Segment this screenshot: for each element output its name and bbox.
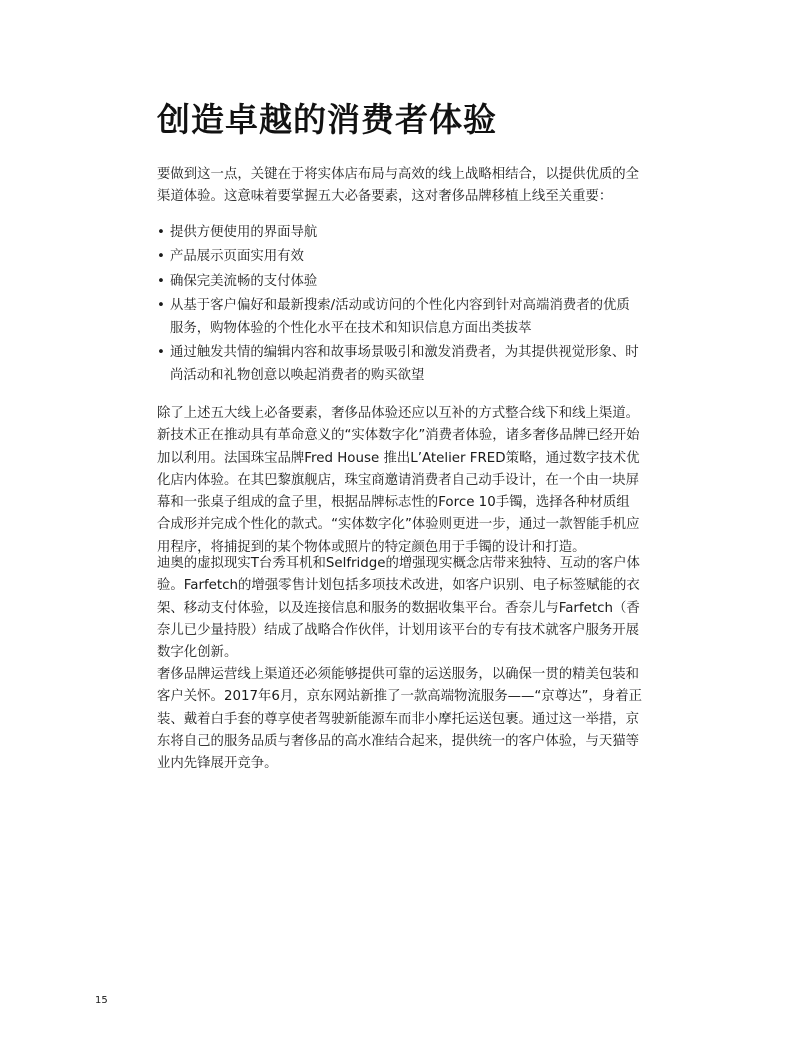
page-number: 15 [95,995,108,1006]
list-item [157,295,642,340]
page-title: 创造卓越的消费者体验 [157,100,497,139]
retail-tech-paragraph: 迪奥的虚拟现实T台秀耳机和Selfridge的增强现实概念店带来独特、互动的客户体验。Farfetch的增强零售计划包括多项技术改进，如客户识别、电子标签赋能的衣架、移动支付体验，以及连接信息和服务的数据收集平台。香奈儿与Farfetch（香奈儿已少量持股）结成了战略合作伙伴，计划用该平台的专有技术就客户服务开展数字化创新。 [157,556,640,661]
requirements-list [157,222,642,389]
list-item-text: 通过触发共情的编辑内容和故事场景吸引和激发消费者，为其提供视觉形象、时尚活动和礼物创意以唤起消费者的购买欲望 [170,345,639,383]
delivery-paragraph: 奢侈品牌运营线上渠道还必须能够提供可靠的运送服务，以确保一贯的精美包装和客户关怀。2017年6月，京东网站新推了一款高端物流服务——“京尊达”，身着正装、戴着白手套的尊享使者驾驶新能源车而非小摩托运送包裹。通过这一举措，京东将自己的服务品质与奢侈品的高水准结合起来，提供统一的客户体验，与天猫等业内先锋展开竞争。 [157,667,642,772]
bullet-icon: • [157,273,165,289]
list-item-text: 确保完美流畅的支付体验 [170,273,318,289]
intro-paragraph: 要做到这一点，关键在于将实体店布局与高效的线上战略相结合，以提供优质的全渠道体验。这意味着要掌握五大必备要素，这对奢侈品牌移植上线至关重要： [157,167,640,205]
bullet-icon: • [157,249,165,265]
list-item [157,342,642,387]
list-item [157,222,642,244]
bullet-icon: • [157,225,165,240]
bullet-icon: • [157,345,165,361]
bullet-icon: • [157,298,165,314]
list-item-text: 产品展示页面实用有效 [170,249,304,265]
omnichannel-paragraph: 除了上述五大线上必备要素，奢侈品体验还应以互补的方式整合线下和线上渠道。新技术正在推动具有革命意义的“实体数字化”消费者体验，诸多奢侈品牌已经开始加以利用。法国珠宝品牌Fred House 推出L’Atelier FRED策略，通过数字技术优化店内体验。在其巴黎旗舰店，珠宝商邀请消费者自己动手设计，在一个由一块屏幕和一张桌子组成的盒子里，根据品牌标志性的Force 10手镯，选择各种材质组合成形并完成个性化的款式。“实体数字化”体验则更进一步，通过一款智能手机应用程序，将捕捉到的某个物体或照片的特定颜色用于手镯的设计和打造。 [157,406,640,555]
list-item-text: 提供方便使用的界面导航 [170,225,318,240]
list-item-text: 从基于客户偏好和最新搜索/活动或访问的个性化内容到针对高端消费者的优质服务，购物体验的个性化水平在技术和知识信息方面出类拔萃 [170,298,630,336]
list-item [157,271,642,293]
list-item [157,246,642,268]
